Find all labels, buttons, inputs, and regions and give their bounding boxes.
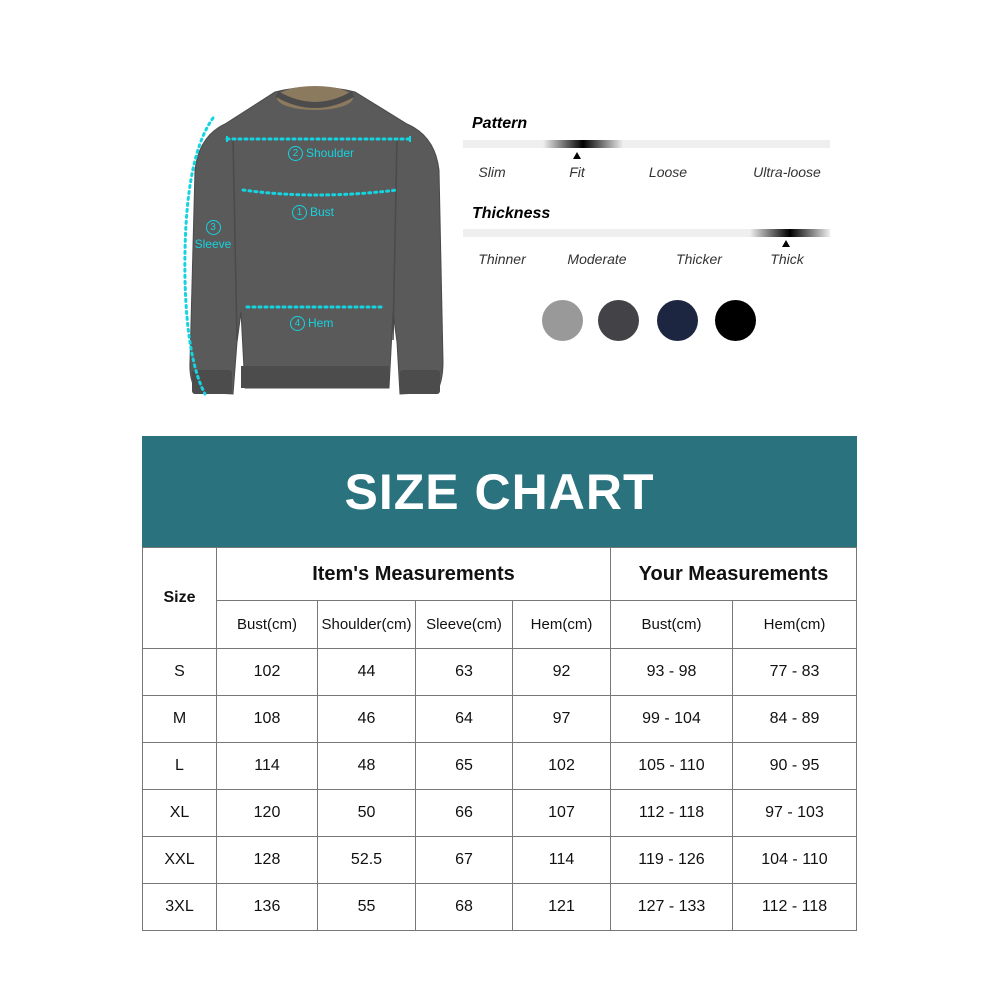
pattern-scale-bar bbox=[463, 140, 830, 148]
table-cell: 67 bbox=[416, 837, 513, 884]
table-cell: 108 bbox=[217, 696, 318, 743]
table-cell: 114 bbox=[513, 837, 611, 884]
table-cell: 114 bbox=[217, 743, 318, 790]
table-cell: 68 bbox=[416, 884, 513, 931]
table-cell: 65 bbox=[416, 743, 513, 790]
table-cell: 97 bbox=[513, 696, 611, 743]
pattern-option-loose: Loose bbox=[648, 164, 688, 180]
table-cell: 102 bbox=[513, 743, 611, 790]
thickness-option-thinner: Thinner bbox=[478, 251, 526, 267]
item-measurements-header: Item's Measurements bbox=[217, 548, 611, 601]
pattern-indicator bbox=[543, 140, 623, 148]
size-cell: 3XL bbox=[143, 884, 217, 931]
size-chart-table bbox=[142, 547, 857, 931]
size-cell: L bbox=[143, 743, 217, 790]
table-cell: 112 - 118 bbox=[611, 790, 733, 837]
color-swatch-navy[interactable] bbox=[657, 300, 698, 341]
table-cell: 136 bbox=[217, 884, 318, 931]
size-cell: XXL bbox=[143, 837, 217, 884]
size-cell: M bbox=[143, 696, 217, 743]
table-cell: 63 bbox=[416, 649, 513, 696]
thickness-option-moderate: Moderate bbox=[567, 251, 627, 267]
pattern-arrow-icon bbox=[573, 152, 581, 159]
sleeve-label: 3 Sleeve bbox=[194, 222, 232, 251]
size-chart-title: SIZE CHART bbox=[344, 464, 655, 520]
table-cell: 50 bbox=[318, 790, 416, 837]
table-cell: 107 bbox=[513, 790, 611, 837]
item-shoulder-header: Shoulder(cm) bbox=[318, 601, 416, 649]
color-swatch-light-gray[interactable] bbox=[542, 300, 583, 341]
table-cell: 121 bbox=[513, 884, 611, 931]
table-cell: 105 - 110 bbox=[611, 743, 733, 790]
table-cell: 127 - 133 bbox=[611, 884, 733, 931]
thickness-scale-bar bbox=[463, 229, 830, 237]
table-cell: 84 - 89 bbox=[733, 696, 857, 743]
table-cell: 99 - 104 bbox=[611, 696, 733, 743]
table-cell: 55 bbox=[318, 884, 416, 931]
pattern-title: Pattern bbox=[472, 115, 528, 132]
size-column-header: Size bbox=[143, 548, 217, 649]
pattern-option-fit: Fit bbox=[569, 164, 585, 180]
your-measurements-header: Your Measurements bbox=[611, 548, 857, 601]
table-cell: 64 bbox=[416, 696, 513, 743]
table-cell: 90 - 95 bbox=[733, 743, 857, 790]
table-cell: 128 bbox=[217, 837, 318, 884]
table-row bbox=[143, 837, 857, 884]
pattern-option-slim: Slim bbox=[478, 164, 506, 180]
your-bust-header: Bust(cm) bbox=[611, 601, 733, 649]
thickness-option-thicker: Thicker bbox=[676, 251, 722, 267]
table-cell: 119 - 126 bbox=[611, 837, 733, 884]
table-cell: 112 - 118 bbox=[733, 884, 857, 931]
table-cell: 46 bbox=[318, 696, 416, 743]
table-cell: 48 bbox=[318, 743, 416, 790]
table-cell: 92 bbox=[513, 649, 611, 696]
table-cell: 77 - 83 bbox=[733, 649, 857, 696]
size-chart-banner bbox=[142, 436, 857, 548]
table-cell: 104 - 110 bbox=[733, 837, 857, 884]
table-cell: 97 - 103 bbox=[733, 790, 857, 837]
table-cell: 52.5 bbox=[318, 837, 416, 884]
thickness-title: Thickness bbox=[472, 205, 551, 222]
bust-label: 1 Bust bbox=[292, 205, 334, 220]
size-cell: XL bbox=[143, 790, 217, 837]
table-cell: 102 bbox=[217, 649, 318, 696]
table-row bbox=[143, 649, 857, 696]
table-row bbox=[143, 743, 857, 790]
color-swatch-black[interactable] bbox=[715, 300, 756, 341]
table-cell: 44 bbox=[318, 649, 416, 696]
table-cell: 93 - 98 bbox=[611, 649, 733, 696]
size-cell: S bbox=[143, 649, 217, 696]
item-hem-header: Hem(cm) bbox=[513, 601, 611, 649]
table-row bbox=[143, 884, 857, 931]
table-row bbox=[143, 790, 857, 837]
table-cell: 66 bbox=[416, 790, 513, 837]
sweater-illustration bbox=[175, 80, 460, 405]
item-bust-header: Bust(cm) bbox=[217, 601, 318, 649]
pattern-option-ultra-loose: Ultra-loose bbox=[753, 164, 821, 180]
table-row bbox=[143, 696, 857, 743]
your-hem-header: Hem(cm) bbox=[733, 601, 857, 649]
color-swatch-dark-gray[interactable] bbox=[598, 300, 639, 341]
item-sleeve-header: Sleeve(cm) bbox=[416, 601, 513, 649]
hem-label: 4 Hem bbox=[290, 316, 333, 331]
table-cell: 120 bbox=[217, 790, 318, 837]
thickness-indicator bbox=[750, 229, 830, 237]
thickness-option-thick: Thick bbox=[770, 251, 804, 267]
shoulder-label: 2 Shoulder bbox=[288, 146, 354, 161]
thickness-arrow-icon bbox=[782, 240, 790, 247]
